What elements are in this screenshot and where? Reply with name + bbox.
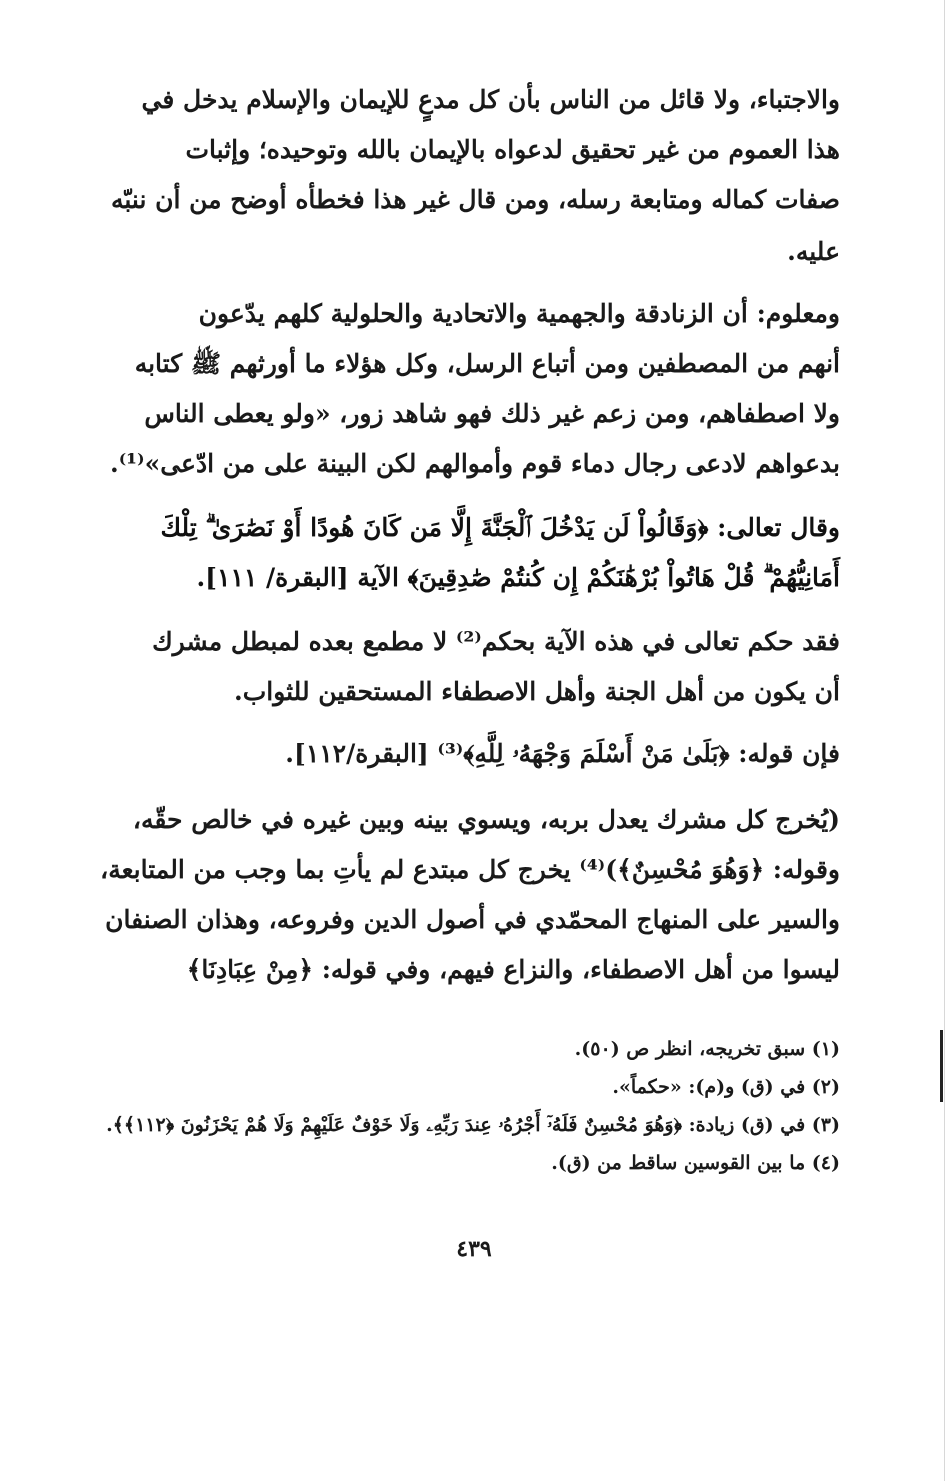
page-number: ٤٣٩ bbox=[456, 1236, 492, 1262]
text-line-quran: وقال تعالى: ﴿وَقَالُواْ لَن يَدْخُلَ ٱلْجَنَّةَ إِلَّا مَن كَانَ هُودًا أَوْ نَصَٰرَىٰ ۗ تِلْكَ bbox=[160, 513, 840, 542]
text-line: ومعلوم: أن الزنادقة والجهمية والاتحادية والحلولية كلهم يدّعون bbox=[198, 299, 840, 328]
text-line: والسير على المنهاج المحمّدي في أصول الدين وفروعه، وهذان الصنفان bbox=[105, 905, 840, 934]
text-line: بدعواهم لادعى رجال دماء قوم وأموالهم لكن البينة على من ادّعى»⁽¹⁾. bbox=[110, 449, 840, 478]
text-line: والاجتباء، ولا قائل من الناس بأن كل مدعٍ للإيمان والإسلام يدخل في bbox=[141, 85, 840, 114]
text-line: ليسوا من أهل الاصطفاء، والنزاع فيهم، وفي قوله: ﴿مِنْ عِبَادِنَا﴾ bbox=[186, 955, 840, 984]
text-line: فقد حكم تعالى في هذه الآية بحكم⁽²⁾ لا مطمع بعده لمبطل مشرك bbox=[152, 627, 840, 656]
footnote-1: (١) سبق تخريجه، انظر ص (٥٠). bbox=[574, 1038, 840, 1060]
text-line: أن يكون من أهل الجنة وأهل الاصطفاء المستحقين للثواب. bbox=[234, 677, 840, 706]
text-line: فإن قوله: ﴿بَلَىٰ مَنْ أَسْلَمَ وَجْهَهُۥ لِلَّهِ﴾⁽³⁾ [البقرة/١١٢]. bbox=[285, 739, 840, 768]
text-line: (يُخرج كل مشرك يعدل بربه، ويسوي بينه وبين غيره في خالص حقّه، bbox=[132, 805, 840, 834]
text-line: ولا اصطفاهم، ومن زعم غير ذلك فهو شاهد زور، «ولو يعطى الناس bbox=[144, 399, 840, 428]
footnote-3: (٣) في (ق) زيادة: ﴿وَهُوَ مُحْسِنٌ فَلَهُۥٓ أَجْرُهُۥ عِندَ رَبِّهِۦ وَلَا خَوْفٌ عَلَيْهِمْ وَلَا هُمْ يَحْزَنُونَ ﴿١١٢﴾﴾. bbox=[106, 1114, 840, 1136]
scan-artifact bbox=[940, 1030, 943, 1102]
text-line: هذا العموم من غير تحقيق لدعواه بالإيمان بالله وتوحيده؛ وإثبات bbox=[185, 135, 840, 164]
text-line: وقوله: ﴿وَهُوَ مُحْسِنٌ﴾)⁽⁴⁾ يخرج كل مبتدع لم يأتِ بما وجب من المتابعة، bbox=[100, 855, 840, 884]
scan-edge bbox=[944, 0, 945, 1481]
footnote-2: (٢) في (ق) و(م): «حكماً». bbox=[612, 1076, 840, 1098]
text-line: أنهم من المصطفين ومن أتباع الرسل، وكل هؤلاء ما أورثهم ﷺ كتابه bbox=[134, 349, 840, 378]
text-line-quran: أَمَانِيُّهُمْ ۗ قُلْ هَاتُواْ بُرْهَٰنَكُمْ إِن كُنتُمْ صَٰدِقِينَ﴾ الآية [البقرة/ ١١١]. bbox=[196, 563, 840, 592]
text-line: عليه. bbox=[787, 237, 840, 266]
footnote-4: (٤) ما بين القوسين ساقط من (ق). bbox=[551, 1152, 840, 1174]
text-line: صفات كماله ومتابعة رسله، ومن قال غير هذا فخطأه أوضح من أن ننبّه bbox=[110, 185, 840, 214]
